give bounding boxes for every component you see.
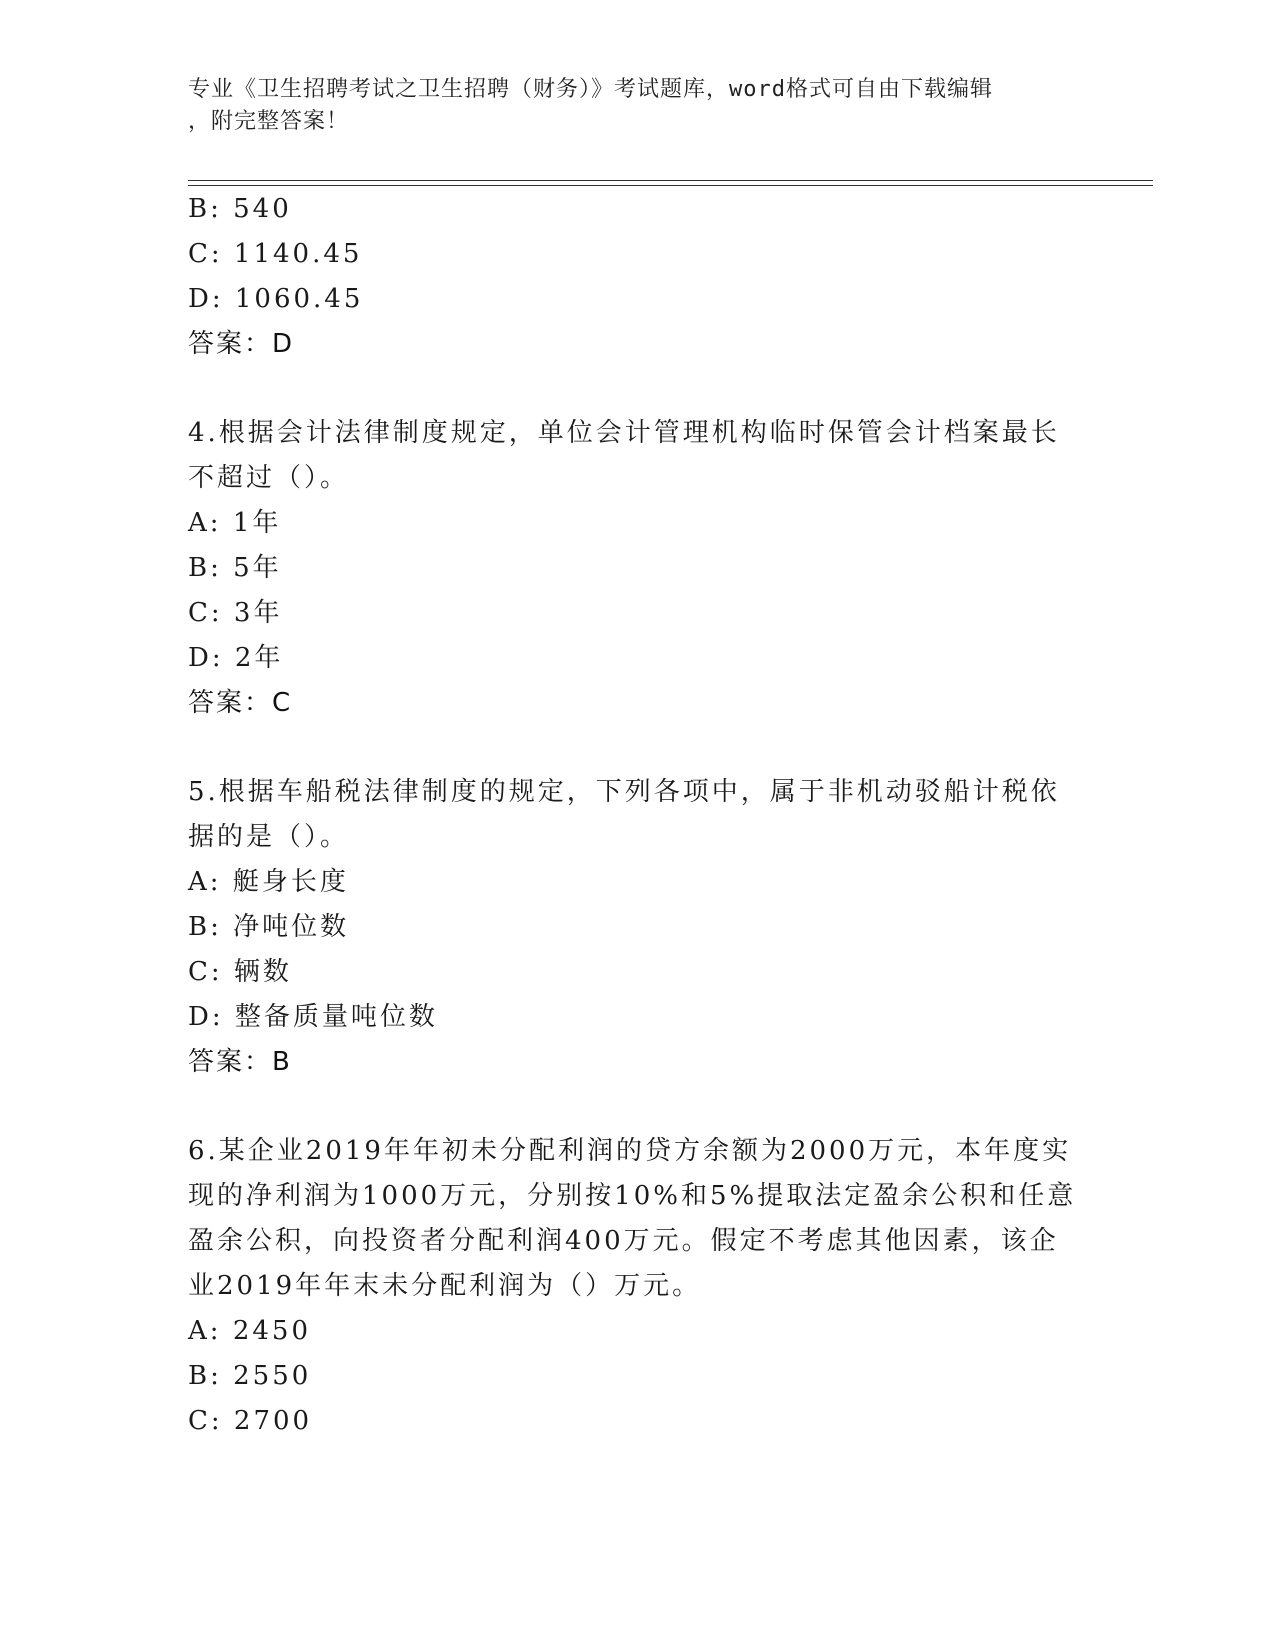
q3-option-c: [188, 237, 362, 271]
q4-option-b: [188, 551, 282, 585]
option-text: 净吨位数: [233, 912, 350, 942]
q4-option-d: [188, 641, 283, 675]
option-text: 3年: [233, 598, 283, 628]
option-text: 1140.45: [233, 239, 363, 269]
option-letter: B:: [188, 1361, 222, 1391]
q4-option-c: [188, 596, 282, 630]
option-letter: D:: [188, 284, 224, 314]
option-text: 2550: [233, 1361, 312, 1391]
header-line-1: 专业《卫生招聘考试之卫生招聘（财务）》考试题库，word格式可自由下载编辑: [188, 77, 993, 102]
option-text: 2年: [234, 643, 284, 673]
option-letter: C:: [188, 1406, 223, 1436]
option-text: 1年: [232, 508, 282, 538]
q4-answer: 答案：C: [188, 688, 293, 718]
option-letter: C:: [188, 239, 223, 269]
option-letter: C:: [188, 957, 223, 987]
q3-option-b: [188, 192, 292, 226]
header-divider-bottom: [188, 185, 1153, 186]
q6-option-b: [188, 1359, 311, 1393]
option-text: 艇身长度: [232, 867, 349, 897]
option-letter: C:: [188, 598, 223, 628]
option-text: 辆数: [233, 957, 292, 987]
q6-stem-line-2: 现的净利润为1000万元，分别按10%和5%提取法定盈余公积和任意: [188, 1181, 1077, 1211]
q4-stem-line-2: 不超过（）。: [188, 463, 350, 493]
option-letter: B:: [188, 912, 222, 942]
header-divider-top: [188, 180, 1153, 181]
q3-option-d: [188, 282, 363, 316]
option-text: 整备质量吨位数: [234, 1002, 438, 1032]
option-text: 5年: [233, 553, 282, 583]
q6-stem-line-3: 盈余公积，向投资者分配利润400万元。假定不考虑其他因素，该企: [188, 1226, 1059, 1256]
q6-stem-line-1: 6.某企业2019年年初未分配利润的贷方余额为2000万元，本年度实: [188, 1136, 1072, 1166]
q5-option-b: [188, 910, 349, 944]
option-letter: A:: [188, 508, 222, 538]
q5-stem-line-1: 5.根据车船税法律制度的规定，下列各项中，属于非机动驳船计税依: [188, 777, 1060, 807]
q3-answer: 答案：D: [188, 329, 295, 359]
q6-stem-line-4: 业2019年年末未分配利润为（）万元。: [188, 1271, 702, 1301]
document-header: [188, 74, 1088, 138]
option-text: 540: [233, 194, 292, 224]
q6-option-a: [188, 1314, 311, 1348]
q4-stem-line-1: 4.根据会计法律制度规定，单位会计管理机构临时保管会计档案最长: [188, 418, 1060, 448]
option-letter: B:: [188, 553, 222, 583]
q5-stem-line-2: 据的是（）。: [188, 822, 350, 852]
q5-option-d: [188, 1000, 438, 1034]
q5-option-a: [188, 865, 349, 899]
option-letter: A:: [188, 867, 222, 897]
q5-option-c: [188, 955, 292, 989]
option-text: 1060.45: [234, 284, 364, 314]
option-letter: D:: [188, 1002, 224, 1032]
q4-option-a: [188, 506, 281, 540]
option-letter: D:: [188, 643, 224, 673]
q5-answer: 答案：B: [188, 1047, 292, 1077]
option-text: 2700: [233, 1406, 313, 1436]
option-text: 2450: [232, 1316, 311, 1346]
option-letter: A:: [188, 1316, 222, 1346]
q6-option-c: [188, 1404, 312, 1438]
option-letter: B:: [188, 194, 222, 224]
header-line-2: ，附完整答案！: [188, 109, 350, 134]
